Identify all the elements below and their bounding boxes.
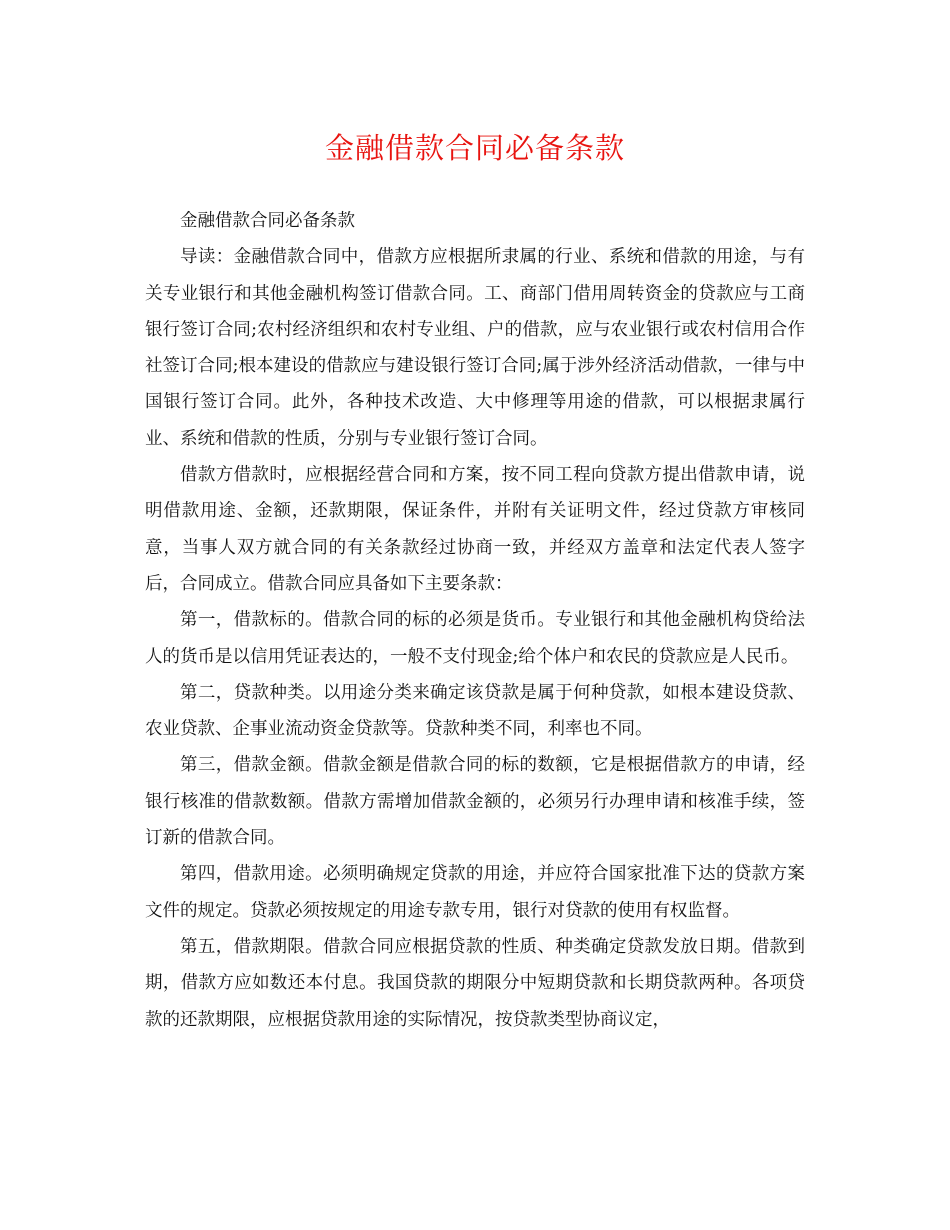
paragraph-clause-2: 第二，贷款种类。以用途分类来确定该贷款是属于何种贷款，如根本建设贷款、农业贷款、企事业流动资金贷款等。贷款种类不同，利率也不同。: [145, 682, 805, 740]
document-body: [145, 203, 805, 1038]
paragraph-subtitle: 金融借款合同必备条款: [180, 211, 355, 231]
paragraph-intro: 导读：金融借款合同中，借款方应根据所隶属的行业、系统和借款的用途，与有关专业银行和其他金融机构签订借款合同。工、商部门借用周转资金的贷款应与工商银行签订合同;农村经济组织和农村专业组、户的借款，应与农业银行或农村信用合作社签订合同;根本建设的借款应与建设银行签订合同;属于涉外经济活动借款，一律与中国银行签订合同。此外，各种技术改造、大中修理等用途的借款，可以根据隶属行业、系统和借款的性质，分别与专业银行签订合同。: [145, 247, 805, 449]
paragraph-clause-3: 第三，借款金额。借款金额是借款合同的标的数额，它是根据借款方的申请，经银行核准的借款数额。借款方需增加借款金额的，必须另行办理申请和核准手续，签订新的借款合同。: [145, 755, 805, 849]
document-title: 金融借款合同必备条款: [324, 131, 625, 165]
paragraph-clause-4: 第四，借款用途。必须明确规定贷款的用途，并应符合国家批准下达的贷款方案文件的规定。贷款必须按规定的用途专款专用，银行对贷款的使用有权监督。: [145, 864, 805, 921]
paragraph-application: 借款方借款时，应根据经营合同和方案，按不同工程向贷款方提出借款申请，说明借款用途、金额，还款期限，保证条件，并附有关证明文件，经过贷款方审核同意，当事人双方就合同的有关条款经过协商一致，并经双方盖章和法定代表人签字后，合同成立。借款合同应具备如下主要条款：: [145, 465, 805, 594]
paragraph-clause-5: 第五，借款期限。借款合同应根据贷款的性质、种类确定贷款发放日期。借款到期，借款方应如数还本付息。我国贷款的期限分中短期贷款和长期贷款两种。各项贷款的还款期限，应根据贷款用途的实际情况，按贷款类型协商议定，: [145, 936, 805, 1030]
paragraph-clause-1: 第一，借款标的。借款合同的标的必须是货币。专业银行和其他金融机构贷给法人的货币是以信用凭证表达的，一般不支付现金;给个体户和农民的贷款应是人民币。: [145, 610, 805, 667]
